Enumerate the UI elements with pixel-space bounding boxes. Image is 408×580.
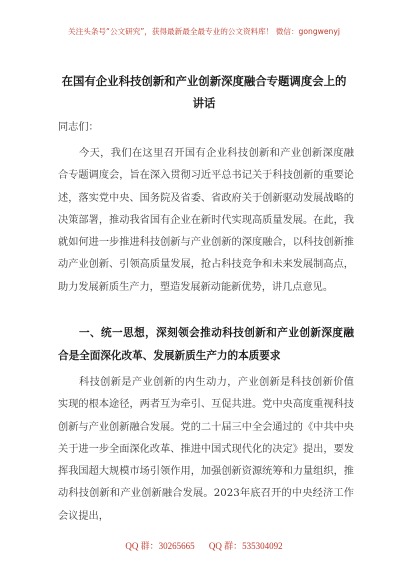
footer-contact xyxy=(0,539,408,552)
section-heading-1: 一、统一思想，深刻领会推动科技创新和产业创新深度融合是全面深化改革、发展新质生产力的本质要求 xyxy=(58,327,354,362)
footer-qq-group-2: QQ 群：535304092 xyxy=(208,541,283,551)
greeting: 同志们： xyxy=(58,122,99,133)
paragraph-intro: 今天，我们在这里召开国有企业科技创新和产业创新深度融合专题调度会，旨在深入贯彻习近平总书记关于科技创新的重要论述，落实党中央、国务院及省委、省政府关于创新驱动发展战略的决策部署，推动我省国有企业在新时代实现高质量发展。在此，我就如何进一步推进科技创新与产业创新的深度融合，以科技创新推动产业创新、引领高质量发展，抢占科技竞争和未来发展制高点，助力发展新质生产力，塑造发展新动能新优势，讲几点意见。 xyxy=(58,148,354,293)
header-notice: 关注头条号“公文研究”，获得最新最全最专业的公文资料库！ 微信：gongwenyj xyxy=(68,27,340,36)
paragraph-section-1: 科技创新是产业创新的内生动力，产业创新是科技创新价值实现的根本途径，两者互为牵引、互促共进。党中央高度重视科技创新与产业创新融合发展。党的二十届三中全会通过的《中共中央关于进一步全面深化改革、推进中国式现代化的决定》提出，要发挥我国超大规模市场引领作用，加强创新资源统筹和力量组织，推动科技创新和产业创新融合发展。2023年底召开的中央经济工作会议提出， xyxy=(58,377,354,522)
document-title: 在国有企业科技创新和产业创新深度融合专题调度会上的讲话 xyxy=(61,74,347,110)
footer-qq-group-1: QQ 群：30265665 xyxy=(125,541,195,551)
